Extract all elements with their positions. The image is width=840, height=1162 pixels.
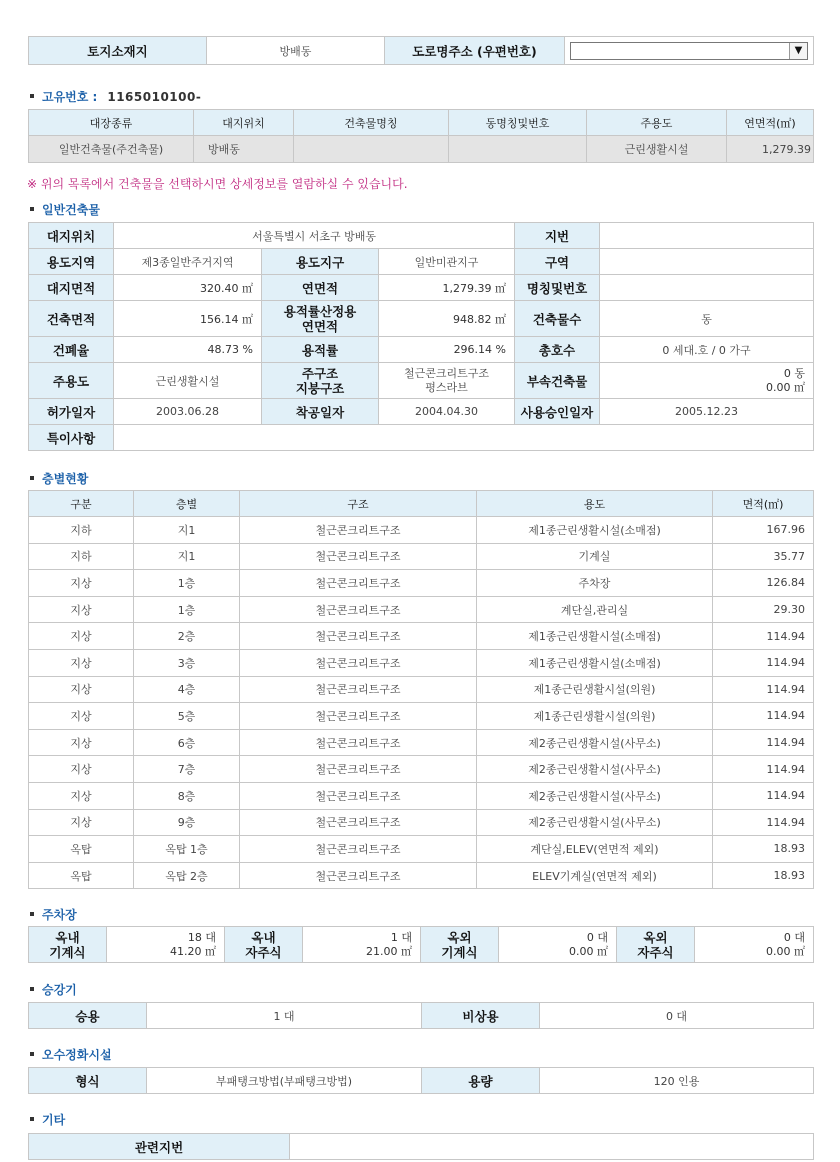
floor-cell: 지상 xyxy=(29,676,134,703)
floor-cell: 철근콘크리트구조 xyxy=(240,782,477,809)
floor-cell: 3층 xyxy=(134,649,240,676)
floor-cell: 2층 xyxy=(134,623,240,650)
table-row xyxy=(29,623,814,650)
etc-table xyxy=(28,1133,814,1160)
floor-cell: 기계실 xyxy=(477,543,713,570)
section-title: 승강기 xyxy=(42,983,77,997)
floor-table xyxy=(28,490,814,889)
building-list-table xyxy=(28,109,814,163)
floor-cell: 주차장 xyxy=(477,570,713,597)
table-row xyxy=(29,517,814,544)
bullet-icon xyxy=(30,207,34,211)
list-cell[interactable] xyxy=(449,136,587,163)
floor-cell: 제1종근린생활시설(소매점) xyxy=(477,649,713,676)
floor-cell: 지상 xyxy=(29,729,134,756)
unique-id xyxy=(30,88,201,105)
floor-cell: 지상 xyxy=(29,649,134,676)
floor-cell: 철근콘크리트구조 xyxy=(240,729,477,756)
floor-cell: 35.77 xyxy=(713,543,814,570)
section-etc xyxy=(30,1111,65,1128)
floor-cell: 제2종근린생활시설(사무소) xyxy=(477,809,713,836)
main-use-label: 주용도 xyxy=(29,363,114,399)
section-elevator xyxy=(30,981,77,998)
table-row xyxy=(29,729,814,756)
table-row xyxy=(29,676,814,703)
outdoor-mech-area: 0.00 ㎡ xyxy=(569,944,608,958)
outdoor-mech-label-2: 기계식 xyxy=(441,944,478,960)
far-area-value: 948.82 ㎡ xyxy=(379,301,515,337)
permit-label: 허가일자 xyxy=(29,399,114,425)
road-address-select[interactable] xyxy=(570,42,808,60)
floor-cell: 지상 xyxy=(29,782,134,809)
site-area-label: 대지면적 xyxy=(29,275,114,301)
floor-header: 층별 xyxy=(134,491,240,517)
table-row xyxy=(29,649,814,676)
special-value xyxy=(114,425,814,451)
floor-header: 면적(㎡) xyxy=(713,491,814,517)
floor-cell: 철근콘크리트구조 xyxy=(240,862,477,889)
floor-cell: 계단실,관리실 xyxy=(477,596,713,623)
floor-header-row xyxy=(29,491,814,517)
structure-label-2: 지붕구조 xyxy=(295,380,345,396)
floor-cell: 지상 xyxy=(29,756,134,783)
table-row[interactable] xyxy=(29,136,814,163)
section-general xyxy=(30,201,100,218)
sewage-table xyxy=(28,1067,814,1094)
list-header-row xyxy=(29,110,814,136)
floor-cell: 철근콘크리트구조 xyxy=(240,649,477,676)
structure-value-2: 평스라브 xyxy=(425,380,468,394)
floor-cell: 114.94 xyxy=(713,729,814,756)
list-header: 동명칭및번호 xyxy=(449,110,587,136)
floor-cell: 철근콘크리트구조 xyxy=(240,676,477,703)
floor-cell: 167.96 xyxy=(713,517,814,544)
floor-cell: 114.94 xyxy=(713,703,814,730)
structure-label-1: 주구조 xyxy=(301,365,339,381)
bcr-value: 48.73 % xyxy=(114,337,262,363)
zone-district-label: 용도지구 xyxy=(262,249,379,275)
list-cell[interactable]: 방배동 xyxy=(194,136,294,163)
floor-cell: 제1종근린생활시설(의원) xyxy=(477,676,713,703)
special-label: 특이사항 xyxy=(29,425,114,451)
floor-cell: 제1종근린생활시설(소매점) xyxy=(477,623,713,650)
far-area-label-1: 용적률산정용 xyxy=(283,303,357,319)
zone-section-value xyxy=(600,249,814,275)
floor-cell: 제2종근린생활시설(사무소) xyxy=(477,729,713,756)
bullet-icon xyxy=(30,1117,34,1121)
land-location-label: 토지소재지 xyxy=(29,37,207,65)
floor-cell: ELEV기계실(연면적 제외) xyxy=(477,862,713,889)
list-cell[interactable]: 근린생활시설 xyxy=(587,136,727,163)
floor-cell: 철근콘크리트구조 xyxy=(240,809,477,836)
indoor-self-count: 1 대 xyxy=(390,930,412,944)
outdoor-self-count: 0 대 xyxy=(783,930,805,944)
floor-cell: 제2종근린생활시설(사무소) xyxy=(477,782,713,809)
section-parking xyxy=(30,906,77,923)
indoor-self-label xyxy=(225,927,303,963)
zone-area-label: 용도지역 xyxy=(29,249,114,275)
location-table xyxy=(28,36,814,65)
section-title: 층별현황 xyxy=(42,472,89,486)
list-header: 대장종류 xyxy=(29,110,194,136)
table-row xyxy=(29,703,814,730)
building-count-value: 동 xyxy=(600,301,814,337)
indoor-self-area: 21.00 ㎡ xyxy=(366,944,412,958)
table-row xyxy=(29,596,814,623)
related-lot-label: 관련지번 xyxy=(29,1134,290,1160)
lot-value xyxy=(600,223,814,249)
floor-cell: 지상 xyxy=(29,703,134,730)
approval-value: 2005.12.23 xyxy=(600,399,814,425)
bullet-icon xyxy=(30,94,34,98)
floor-cell: 철근콘크리트구조 xyxy=(240,836,477,863)
indoor-mech-count: 18 대 xyxy=(187,930,216,944)
floor-cell: 옥탑 1층 xyxy=(134,836,240,863)
sewage-type-value: 부패탱크방법(부패탱크방법) xyxy=(147,1068,422,1094)
far-label: 용적률 xyxy=(262,337,379,363)
floor-cell: 지상 xyxy=(29,623,134,650)
site-area-value: 320.40 ㎡ xyxy=(114,275,262,301)
floor-cell: 6층 xyxy=(134,729,240,756)
structure-value xyxy=(379,363,515,399)
bullet-icon xyxy=(30,987,34,991)
floor-cell: 계단실,ELEV(연면적 제외) xyxy=(477,836,713,863)
indoor-mech-area: 41.20 ㎡ xyxy=(170,944,216,958)
road-address-label: 도로명주소 (우편번호) xyxy=(385,37,565,65)
total-area-label: 연면적 xyxy=(262,275,379,301)
floor-cell: 철근콘크리트구조 xyxy=(240,703,477,730)
indoor-self-label-2: 자주식 xyxy=(245,944,282,960)
site-location-value: 서울특별시 서초구 방배동 xyxy=(114,223,515,249)
table-row xyxy=(29,570,814,597)
main-use-value: 근린생활시설 xyxy=(114,363,262,399)
sewage-type-label: 형식 xyxy=(29,1068,147,1094)
floor-cell: 114.94 xyxy=(713,623,814,650)
zone-district-value: 일반미관지구 xyxy=(379,249,515,275)
road-address-cell xyxy=(565,37,814,65)
building-area-label: 건축면적 xyxy=(29,301,114,337)
floor-cell: 지1 xyxy=(134,517,240,544)
floor-cell: 114.94 xyxy=(713,809,814,836)
floor-cell: 114.94 xyxy=(713,676,814,703)
floor-cell: 지상 xyxy=(29,809,134,836)
total-area-value: 1,279.39 ㎡ xyxy=(379,275,515,301)
structure-label xyxy=(262,363,379,399)
annex-count: 0 동 xyxy=(783,366,806,380)
outdoor-mech-value xyxy=(499,927,617,963)
unique-id-value: 1165010100- xyxy=(107,90,202,104)
floor-cell: 29.30 xyxy=(713,596,814,623)
floor-cell: 철근콘크리트구조 xyxy=(240,517,477,544)
list-header: 주용도 xyxy=(587,110,727,136)
unique-id-label: 고유번호 : xyxy=(42,90,98,104)
table-row xyxy=(29,862,814,889)
floor-cell: 철근콘크리트구조 xyxy=(240,570,477,597)
floor-cell: 제2종근린생활시설(사무소) xyxy=(477,756,713,783)
floor-cell: 지하 xyxy=(29,543,134,570)
outdoor-self-area: 0.00 ㎡ xyxy=(766,944,805,958)
list-header: 대지위치 xyxy=(194,110,294,136)
site-location-label: 대지위치 xyxy=(29,223,114,249)
floor-cell: 옥탑 2층 xyxy=(134,862,240,889)
floor-cell: 9층 xyxy=(134,809,240,836)
floor-cell: 제1종근린생활시설(의원) xyxy=(477,703,713,730)
floor-header: 구조 xyxy=(240,491,477,517)
floor-cell: 지1 xyxy=(134,543,240,570)
table-row xyxy=(29,782,814,809)
indoor-mech-label xyxy=(29,927,107,963)
start-label: 착공일자 xyxy=(262,399,379,425)
floor-cell: 18.93 xyxy=(713,862,814,889)
bullet-icon xyxy=(30,476,34,480)
outdoor-self-label-1: 옥외 xyxy=(643,929,668,945)
floor-cell: 1층 xyxy=(134,570,240,597)
notice-text: ※ 위의 목록에서 건축물을 선택하시면 상세정보를 열람하실 수 있습니다. xyxy=(27,177,408,191)
table-row xyxy=(29,543,814,570)
households-value: 0 세대.호 / 0 가구 xyxy=(600,337,814,363)
passenger-value: 1 대 xyxy=(147,1003,422,1029)
households-label: 총호수 xyxy=(515,337,600,363)
floor-cell: 114.94 xyxy=(713,756,814,783)
floor-cell: 4층 xyxy=(134,676,240,703)
floor-cell: 114.94 xyxy=(713,782,814,809)
section-title: 기타 xyxy=(42,1113,66,1127)
emergency-label: 비상용 xyxy=(422,1003,540,1029)
outdoor-mech-count: 0 대 xyxy=(586,930,608,944)
sewage-capacity-value: 120 인용 xyxy=(540,1068,814,1094)
floor-cell: 철근콘크리트구조 xyxy=(240,543,477,570)
annex-value xyxy=(600,363,814,399)
floor-header: 구분 xyxy=(29,491,134,517)
floor-body xyxy=(29,517,814,889)
related-lot-value xyxy=(290,1134,814,1160)
indoor-mech-value xyxy=(107,927,225,963)
building-area-value: 156.14 ㎡ xyxy=(114,301,262,337)
section-floors xyxy=(30,470,88,487)
section-title: 주차장 xyxy=(42,908,77,922)
indoor-self-value xyxy=(303,927,421,963)
elevator-table xyxy=(28,1002,814,1029)
floor-cell: 7층 xyxy=(134,756,240,783)
indoor-mech-label-2: 기계식 xyxy=(49,944,86,960)
indoor-self-label-1: 옥내 xyxy=(251,929,276,945)
outdoor-mech-label-1: 옥외 xyxy=(447,929,472,945)
floor-cell: 1층 xyxy=(134,596,240,623)
floor-cell: 5층 xyxy=(134,703,240,730)
section-title: 오수정화시설 xyxy=(42,1048,112,1062)
table-row xyxy=(29,756,814,783)
floor-cell: 옥탑 xyxy=(29,836,134,863)
floor-cell: 철근콘크리트구조 xyxy=(240,623,477,650)
floor-cell: 8층 xyxy=(134,782,240,809)
floor-header: 용도 xyxy=(477,491,713,517)
floor-cell: 지하 xyxy=(29,517,134,544)
list-cell[interactable]: 일반건축물(주건축물) xyxy=(29,136,194,163)
permit-value: 2003.06.28 xyxy=(114,399,262,425)
floor-cell: 철근콘크리트구조 xyxy=(240,756,477,783)
section-title: 일반건축물 xyxy=(42,203,100,217)
start-value: 2004.04.30 xyxy=(379,399,515,425)
list-cell[interactable] xyxy=(294,136,449,163)
far-area-label xyxy=(262,301,379,337)
floor-cell: 지상 xyxy=(29,570,134,597)
floor-cell: 철근콘크리트구조 xyxy=(240,596,477,623)
far-value: 296.14 % xyxy=(379,337,515,363)
bcr-label: 건폐율 xyxy=(29,337,114,363)
list-header: 건축물명칭 xyxy=(294,110,449,136)
bullet-icon xyxy=(30,1052,34,1056)
annex-label: 부속건축물 xyxy=(515,363,600,399)
floor-cell: 지상 xyxy=(29,596,134,623)
emergency-value: 0 대 xyxy=(540,1003,814,1029)
outdoor-self-label-2: 자주식 xyxy=(637,944,674,960)
bullet-icon xyxy=(30,912,34,916)
section-sewage xyxy=(30,1046,112,1063)
building-count-label: 건축물수 xyxy=(515,301,600,337)
floor-cell: 114.94 xyxy=(713,649,814,676)
name-value xyxy=(600,275,814,301)
annex-area: 0.00 ㎡ xyxy=(766,380,806,394)
zone-section-label: 구역 xyxy=(515,249,600,275)
chevron-down-icon[interactable]: ▼ xyxy=(789,43,807,59)
approval-label: 사용승인일자 xyxy=(515,399,600,425)
general-building-table xyxy=(28,222,814,451)
structure-value-1: 철근콘크리트구조 xyxy=(404,366,490,380)
floor-cell: 제1종근린생활시설(소매점) xyxy=(477,517,713,544)
table-row xyxy=(29,809,814,836)
zone-area-value: 제3종일반주거지역 xyxy=(114,249,262,275)
parking-table xyxy=(28,926,814,963)
indoor-mech-label-1: 옥내 xyxy=(55,929,80,945)
passenger-label: 승용 xyxy=(29,1003,147,1029)
land-location-value: 방배동 xyxy=(207,37,385,65)
lot-label: 지번 xyxy=(515,223,600,249)
name-label: 명칭및번호 xyxy=(515,275,600,301)
outdoor-self-value xyxy=(695,927,814,963)
sewage-capacity-label: 용량 xyxy=(422,1068,540,1094)
far-area-label-2: 연면적 xyxy=(301,318,339,334)
floor-cell: 18.93 xyxy=(713,836,814,863)
floor-cell: 126.84 xyxy=(713,570,814,597)
outdoor-self-label xyxy=(617,927,695,963)
list-cell[interactable]: 1,279.39 xyxy=(727,136,814,163)
floor-cell: 옥탑 xyxy=(29,862,134,889)
outdoor-mech-label xyxy=(421,927,499,963)
list-header: 연면적(㎡) xyxy=(727,110,814,136)
table-row xyxy=(29,836,814,863)
